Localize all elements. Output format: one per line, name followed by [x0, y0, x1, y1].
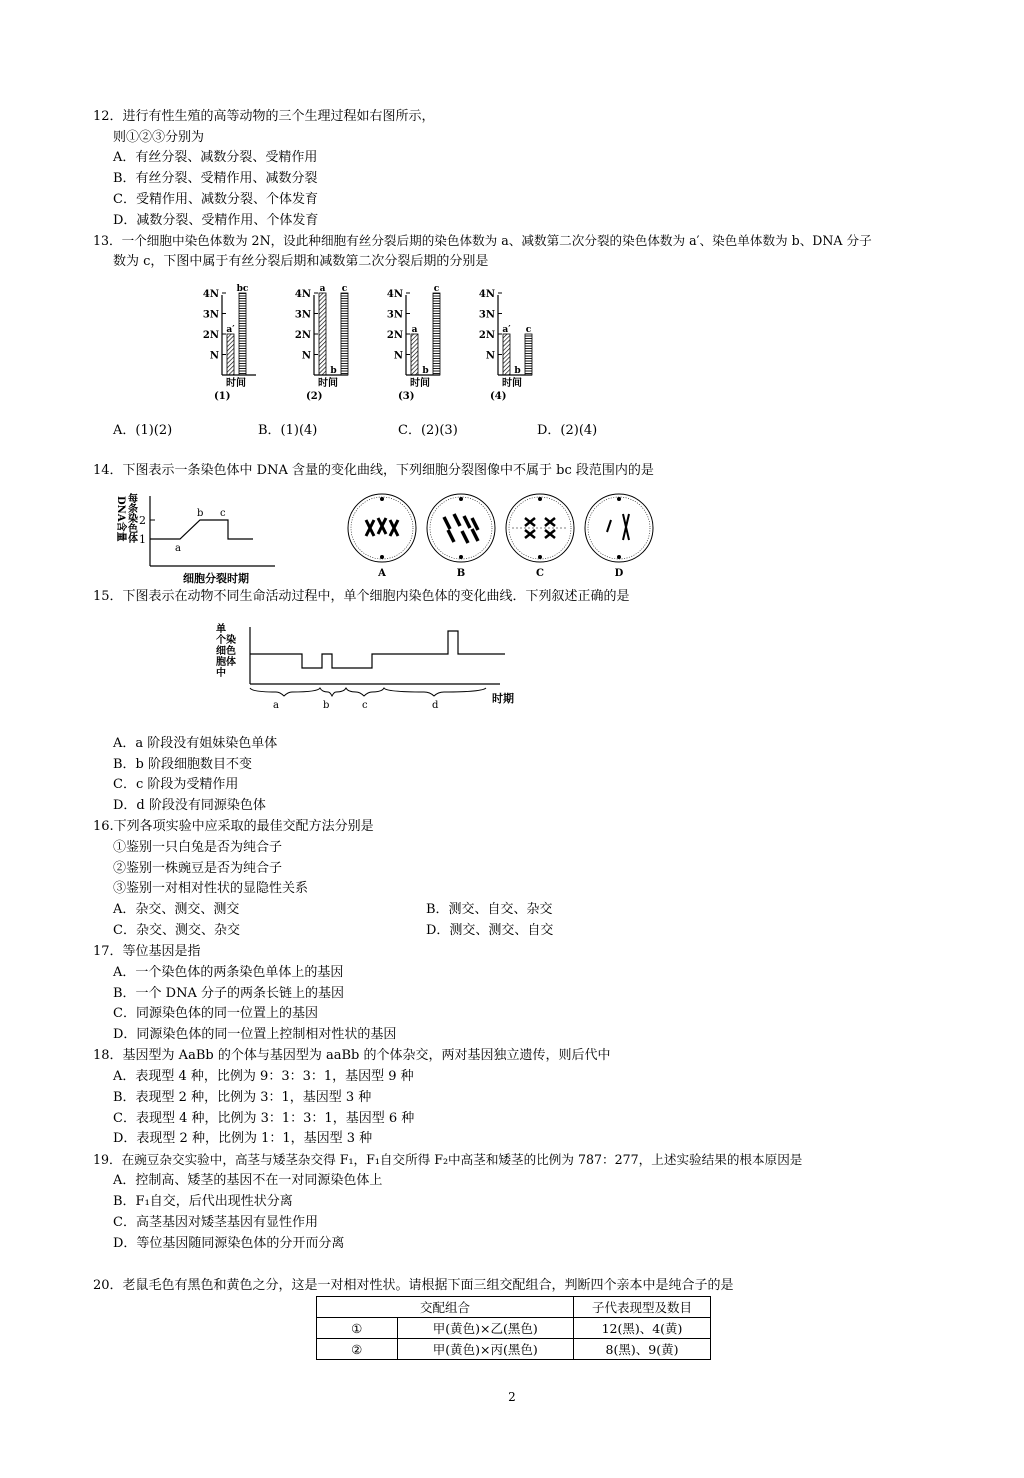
- q13-option-a: A．(1)(2): [113, 423, 173, 438]
- q13-bar-c: [341, 293, 348, 375]
- q13-xlabel: 时间: [226, 378, 246, 389]
- q20-stem: 20．老鼠毛色有黑色和黄色之分，这是一对相对性状。请根据下面三组交配组合，判断四个亲本中是纯合子的是: [93, 1278, 734, 1293]
- q13-ytick: 4N: [478, 289, 495, 300]
- q14-cell-images: [340, 490, 670, 582]
- q13-option-d: D．(2)(4): [537, 423, 598, 438]
- q13-bar-label: a: [319, 284, 326, 294]
- q13-bar-label: bc: [236, 284, 249, 294]
- q16-item-2: ②鉴别一株豌豆是否为纯合子: [113, 861, 283, 876]
- q15-stage-b: b: [323, 700, 330, 711]
- q14-ytick-2: 2: [139, 514, 146, 527]
- q13-chart-label: (4): [490, 391, 507, 402]
- q19-option-c: C．高茎基因对矮茎基因有显性作用: [113, 1215, 318, 1230]
- q14-cell-label: B: [456, 568, 466, 579]
- q13-bar-bc: [239, 293, 246, 375]
- q13-ytick: 3N: [386, 309, 403, 321]
- table-cell-result: 8(黑)、9(黄): [574, 1339, 711, 1360]
- q13-ytick: N: [301, 350, 311, 362]
- q19-option-b: B．F₁自交，后代出现性状分离: [113, 1194, 293, 1209]
- page-number: 2: [508, 1390, 516, 1404]
- q13-ytick: N: [485, 350, 495, 362]
- table-header-row: [317, 1297, 711, 1318]
- table-row: [317, 1318, 711, 1339]
- q14-cell-label: C: [536, 568, 544, 579]
- q16-option-b: B．测交、自交、杂交: [426, 902, 553, 917]
- q15-ylabel-char: 细色: [216, 646, 236, 657]
- q16-stem: 16.下列各项实验中应采取的最佳交配方法分别是: [93, 819, 374, 834]
- table-cell-result: 12(黑)、4(黄): [574, 1318, 711, 1339]
- q13-bar-c: [525, 334, 532, 375]
- q12-stem-cont: 则①②③分别为: [113, 130, 205, 145]
- q19-option-a: A．控制高、矮茎的基因不在一对同源染色体上: [113, 1173, 383, 1188]
- q15-curve-line: [250, 631, 505, 668]
- q17-option-d: D．同源染色体的同一位置上控制相对性状的基因: [113, 1027, 397, 1042]
- q13-xlabel: 时间: [410, 378, 430, 389]
- q14-ylabel-char: 体: [128, 534, 138, 545]
- q17-option-b: B．一个 DNA 分子的两条长链上的基因: [113, 986, 345, 1001]
- q13-stem-cont: 数为 c，下图中属于有丝分裂后期和减数第二次分裂后期的分别是: [113, 254, 489, 269]
- table-cell-cross: 甲(黄色)×乙(黑色): [397, 1318, 573, 1339]
- q15-option-a: A．a 阶段没有姐妹染色单体: [113, 736, 278, 751]
- q13-chart-label: (2): [306, 391, 323, 402]
- q14-cell-B: [427, 494, 495, 579]
- q13-bar-a: [319, 293, 326, 375]
- q13-ytick: 3N: [294, 309, 311, 321]
- q12-stem: 12．进行有性生殖的高等动物的三个生理过程如右图所示，: [93, 109, 435, 124]
- q15-ylabel-char: 胞体: [216, 657, 236, 668]
- q17-option-c: C．同源染色体的同一位置上的基因: [113, 1006, 318, 1021]
- q13-chart-4: [479, 289, 532, 402]
- q18-option-b: B．表现型 2 种，比例为 3：1，基因型 3 种: [113, 1090, 372, 1105]
- q13-bar-charts: [190, 284, 560, 410]
- q12-option-d: D．减数分裂、受精作用、个体发育: [113, 213, 319, 228]
- q14-cell-label: D: [614, 568, 624, 579]
- table-row: [317, 1339, 711, 1360]
- q14-cell-label: A: [378, 568, 386, 579]
- q13-xlabel: 时间: [318, 378, 338, 389]
- q17-option-a: A．一个染色体的两条染色单体上的基因: [113, 965, 344, 980]
- q14-xlabel: 细胞分裂时期: [183, 572, 249, 585]
- q13-option-c: C．(2)(3): [398, 423, 458, 438]
- q14-ylabel-char: 色: [128, 524, 138, 535]
- q14-ylabel-char: 每: [128, 494, 138, 505]
- q19-option-d: D．等位基因随同源染色体的分开而分离: [113, 1236, 345, 1251]
- table-cell-no: ①: [317, 1318, 398, 1339]
- q13-xlabel: 时间: [502, 378, 522, 389]
- q18-option-d: D．表现型 2 种，比例为 1：1，基因型 3 种: [113, 1131, 373, 1146]
- q13-bar-label: c: [525, 325, 532, 335]
- q14-ylabel-rot: DNA含量: [115, 496, 126, 542]
- q14-cell-A: [348, 494, 416, 579]
- q16-item-1: ①鉴别一只白兔是否为纯合子: [113, 840, 283, 855]
- q15-chromosome-curve: [210, 622, 530, 714]
- q19-stem: 19．在豌豆杂交实验中，高茎与矮茎杂交得 F₁，F₁自交所得 F₂中高茎和矮茎的比例为 787：277，上述实验结果的根本原因是: [93, 1152, 803, 1167]
- q18-option-c: C．表现型 4 种，比例为 3：1：3：1，基因型 6 种: [113, 1111, 415, 1126]
- q12-option-c: C．受精作用、减数分裂、个体发育: [113, 192, 318, 207]
- q13-ytick: 2N: [294, 330, 311, 341]
- q13-bar-label: b: [422, 366, 429, 376]
- q16-option-d: D．测交、测交、自交: [426, 923, 554, 938]
- q15-option-b: B．b 阶段细胞数目不变: [113, 757, 253, 772]
- q13-bar-label: a: [411, 325, 418, 335]
- q13-chart-label: (3): [398, 391, 415, 402]
- q13-bar-label: c: [341, 284, 348, 294]
- q14-ylabel-char: 染: [128, 514, 138, 525]
- q13-ytick: 4N: [386, 289, 403, 300]
- q15-xlabel: 时期: [492, 692, 514, 705]
- q13-bar-label: a′: [226, 325, 235, 335]
- q15-stage-d: d: [432, 700, 439, 711]
- q20-cross-table: [316, 1296, 711, 1360]
- q13-ytick: N: [209, 350, 219, 362]
- q15-stage-c: c: [362, 700, 368, 711]
- q13-ytick: 4N: [294, 289, 311, 300]
- q14-cell-C: [506, 494, 574, 579]
- q18-stem: 18．基因型为 AaBb 的个体与基因型为 aaBb 的个体杂交，两对基因独立遗传，则后代中: [93, 1048, 611, 1063]
- q14-ytick-1: 1: [139, 533, 146, 546]
- q18-option-a: A．表现型 4 种，比例为 9：3：3：1，基因型 9 种: [113, 1069, 414, 1084]
- q15-ylabel-char: 个染: [216, 635, 236, 646]
- q13-ytick: 3N: [202, 309, 219, 321]
- table-cell-no: ②: [317, 1339, 398, 1360]
- q13-chart-3: [387, 284, 440, 402]
- q16-option-c: C．杂交、测交、杂交: [113, 923, 240, 938]
- q13-chart-2: [295, 284, 348, 402]
- q15-stage-a: a: [273, 700, 279, 711]
- q13-bar-label: a′: [502, 325, 511, 335]
- q13-stem: 13．一个细胞中染色体数为 2N，设此种细胞有丝分裂后期的染色体数为 a、减数第二次分裂的染色体数为 a′、染色单体数为 b、DNA 分子: [93, 233, 872, 248]
- q13-bar-a′: [503, 334, 510, 375]
- q13-bar-label: c: [433, 284, 440, 294]
- q13-bar-label: b: [514, 366, 521, 376]
- q14-ylabel-char: 条: [128, 504, 138, 515]
- q14-point-c: c: [220, 508, 226, 519]
- q16-item-3: ③鉴别一对相对性状的显隐性关系: [113, 881, 309, 896]
- q14-curve-line: [150, 520, 253, 539]
- q14-point-a: a: [175, 543, 181, 554]
- q14-cell-D: [585, 494, 653, 579]
- q16-option-a: A．杂交、测交、测交: [113, 902, 240, 917]
- q14-stem: 14．下图表示一条染色体中 DNA 含量的变化曲线，下列细胞分裂图像中不属于 bc 段范围内的是: [93, 463, 654, 478]
- q14-point-b: b: [197, 508, 204, 519]
- q13-chart-label: (1): [214, 391, 231, 402]
- q13-ytick: 2N: [478, 330, 495, 341]
- q13-ytick: 3N: [478, 309, 495, 321]
- table-header-result: 子代表现型及数目: [574, 1297, 711, 1318]
- table-cell-cross: 甲(黄色)×丙(黑色): [397, 1339, 573, 1360]
- q13-ytick: 4N: [202, 289, 219, 300]
- q15-ylabel-char: 中: [216, 668, 226, 679]
- q13-ytick: 2N: [202, 330, 219, 341]
- table-header-cross: 交配组合: [317, 1297, 574, 1318]
- q13-bar-a: [411, 334, 418, 375]
- q15-brace: [250, 688, 486, 696]
- q15-option-d: D．d 阶段没有同源染色体: [113, 798, 266, 813]
- q13-ytick: N: [393, 350, 403, 362]
- q17-stem: 17．等位基因是指: [93, 944, 201, 959]
- q15-stem: 15．下图表示在动物不同生命活动过程中，单个细胞内染色体的变化曲线．下列叙述正确的是: [93, 589, 630, 604]
- q13-chart-1: [203, 284, 256, 402]
- q12-option-b: B．有丝分裂、受精作用、减数分裂: [113, 171, 318, 186]
- q13-bar-c: [433, 293, 440, 375]
- q15-ylabel-char: 单: [216, 624, 226, 635]
- q13-bar-label: b: [330, 366, 337, 376]
- q13-bar-a′: [227, 334, 234, 375]
- q14-dna-curve: [105, 488, 285, 588]
- q15-option-c: C．c 阶段为受精作用: [113, 777, 239, 792]
- q12-option-a: A．有丝分裂、减数分裂、受精作用: [113, 150, 318, 165]
- q13-option-b: B．(1)(4): [258, 423, 318, 438]
- q13-ytick: 2N: [386, 330, 403, 341]
